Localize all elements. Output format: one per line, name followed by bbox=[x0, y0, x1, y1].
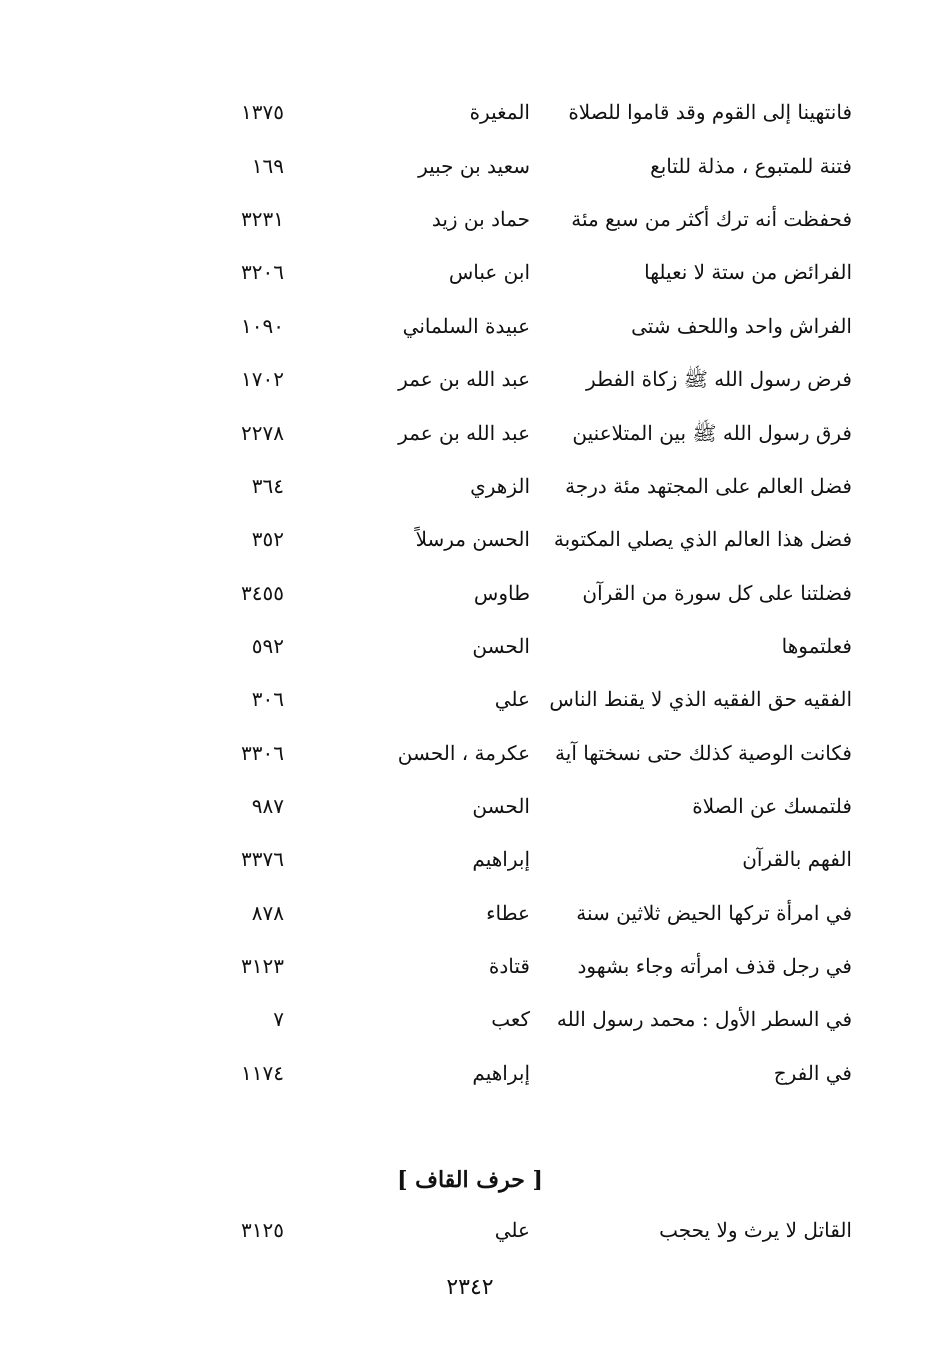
index-entry bbox=[0, 839, 940, 879]
entry-text: الفهم بالقرآن bbox=[742, 847, 852, 871]
index-entry bbox=[0, 466, 940, 506]
entry-narrator: الحسن مرسلاً bbox=[415, 527, 530, 551]
entry-text: في الفرج bbox=[773, 1061, 852, 1085]
index-entry bbox=[0, 946, 940, 986]
entry-text: في السطر الأول : محمد رسول الله bbox=[556, 1007, 852, 1031]
entry-text: في امرأة تركها الحيض ثلاثين سنة bbox=[576, 901, 852, 925]
entry-narrator: إبراهيم bbox=[472, 1061, 530, 1085]
entry-narrator: المغيرة bbox=[469, 100, 530, 124]
entry-number: ٣٢٣١ bbox=[241, 207, 284, 231]
entry-text: في رجل قذف امرأته وجاء بشهود bbox=[577, 954, 852, 978]
page-number: ٢٣٤٢ bbox=[446, 1275, 494, 1300]
entry-narrator: كعب bbox=[491, 1007, 530, 1031]
index-entry bbox=[0, 733, 940, 773]
entry-number: ١١٧٤ bbox=[241, 1061, 284, 1085]
entry-text: الفراش واحد واللحف شتى bbox=[631, 314, 852, 338]
index-entry bbox=[0, 999, 940, 1039]
entry-narrator: علي bbox=[494, 1218, 530, 1242]
section-heading: [ حرف القاف ] bbox=[397, 1167, 543, 1193]
entry-text: القاتل لا يرث ولا يحجب bbox=[659, 1218, 852, 1242]
index-entry bbox=[0, 679, 940, 719]
index-entry bbox=[0, 413, 940, 453]
entry-number: ٩٨٧ bbox=[251, 794, 284, 818]
entry-number: ٣٤٥٥ bbox=[241, 581, 284, 605]
index-entry bbox=[0, 146, 940, 186]
entry-narrator: الحسن bbox=[472, 634, 530, 658]
entry-number: ١٣٧٥ bbox=[241, 100, 284, 124]
entry-text: فلتمسك عن الصلاة bbox=[692, 794, 852, 818]
entry-text: فتنة للمتبوع ، مذلة للتابع bbox=[650, 154, 852, 178]
entry-narrator: إبراهيم bbox=[472, 847, 530, 871]
entry-text: الفقيه حق الفقيه الذي لا يقنط الناس bbox=[549, 687, 852, 711]
entry-number: ٧ bbox=[273, 1007, 284, 1031]
entry-number: ٨٧٨ bbox=[251, 901, 284, 925]
entry-number: ٣١٢٥ bbox=[241, 1218, 284, 1242]
entry-number: ٥٩٢ bbox=[251, 634, 284, 658]
index-entry bbox=[0, 252, 940, 292]
entry-number: ٣١٢٣ bbox=[241, 954, 284, 978]
index-entry bbox=[0, 893, 940, 933]
index-entry bbox=[0, 199, 940, 239]
entry-narrator: عبد الله بن عمر bbox=[398, 367, 530, 391]
entry-text: فعلتموها bbox=[781, 634, 852, 658]
entry-text: فكانت الوصية كذلك حتى نسختها آية bbox=[555, 741, 852, 765]
entry-text: فرض رسول الله ﷺ زكاة الفطر bbox=[586, 367, 852, 391]
entry-narrator: طاوس bbox=[473, 581, 530, 605]
entry-narrator: عطاء bbox=[486, 901, 530, 925]
entry-narrator: ابن عباس bbox=[448, 260, 530, 284]
entry-narrator: الزهري bbox=[470, 474, 530, 498]
entry-text: فضل العالم على المجتهد مئة درجة bbox=[565, 474, 852, 498]
entry-text: فرق رسول الله ﷺ بين المتلاعنين bbox=[572, 421, 852, 445]
entry-number: ٣٦٤ bbox=[251, 474, 284, 498]
entry-number: ١٠٩٠ bbox=[241, 314, 284, 338]
entry-narrator: عبيدة السلماني bbox=[402, 314, 530, 338]
index-entry bbox=[0, 359, 940, 399]
entry-narrator: عبد الله بن عمر bbox=[398, 421, 530, 445]
entry-number: ١٦٩ bbox=[251, 154, 284, 178]
entry-text: فضل هذا العالم الذي يصلي المكتوبة bbox=[553, 527, 852, 551]
entry-narrator: عكرمة ، الحسن bbox=[397, 741, 530, 765]
entry-number: ٣٣٠٦ bbox=[241, 741, 284, 765]
entry-narrator: الحسن bbox=[472, 794, 530, 818]
entry-narrator: سعيد بن جبير bbox=[418, 154, 530, 178]
index-entry bbox=[0, 626, 940, 666]
entry-text: فضلتنا على كل سورة من القرآن bbox=[582, 581, 852, 605]
index-entry bbox=[0, 1210, 940, 1250]
index-entry bbox=[0, 519, 940, 559]
index-entry bbox=[0, 1053, 940, 1093]
entry-narrator: حماد بن زيد bbox=[431, 207, 530, 231]
index-entry bbox=[0, 92, 940, 132]
entry-number: ٣٣٧٦ bbox=[241, 847, 284, 871]
entry-number: ٣٠٦ bbox=[251, 687, 284, 711]
entry-narrator: قتادة bbox=[488, 954, 530, 978]
index-entry bbox=[0, 306, 940, 346]
entry-number: ٣٥٢ bbox=[251, 527, 284, 551]
entry-text: فانتهينا إلى القوم وقد قاموا للصلاة bbox=[568, 100, 852, 124]
entry-number: ١٧٠٢ bbox=[241, 367, 284, 391]
entry-text: الفرائض من ستة لا نعيلها bbox=[644, 260, 852, 284]
entry-number: ٢٢٧٨ bbox=[241, 421, 284, 445]
entry-narrator: علي bbox=[494, 687, 530, 711]
entry-number: ٣٢٠٦ bbox=[241, 260, 284, 284]
index-entry bbox=[0, 786, 940, 826]
entry-text: فحفظت أنه ترك أكثر من سبع مئة bbox=[571, 207, 852, 231]
index-entry bbox=[0, 573, 940, 613]
